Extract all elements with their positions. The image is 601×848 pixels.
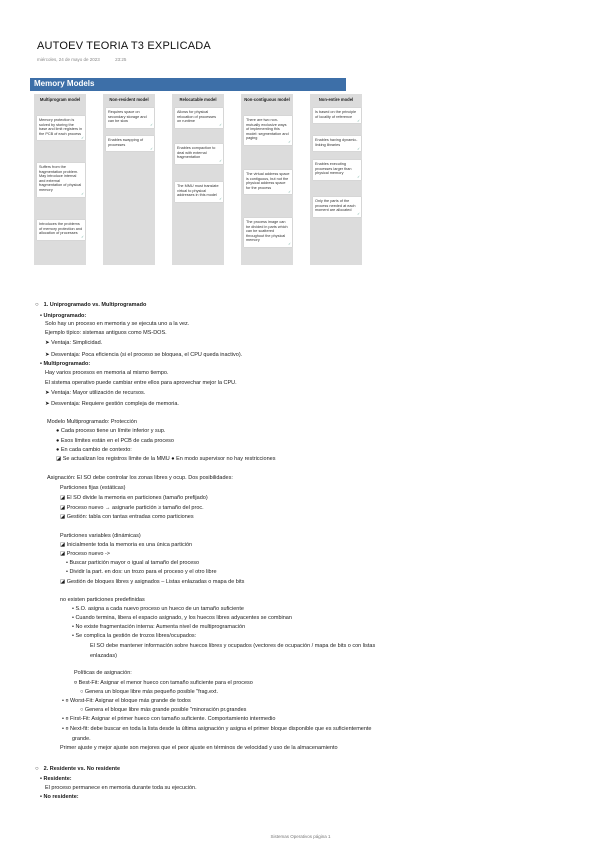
text-line: ○ Genera un bloque libre más pequeño posible "frag.ext. [80,689,218,695]
text-line: ¤ Best-Fit: Asignar el menor hueco con tamaño suficiente para el proceso [74,680,253,686]
note: The virtual address space is contiguous, but not the physical address space for the process ✓ [244,170,292,194]
text-line: • ¤ Next-fit: debe buscar en toda la lista desde la última asignación y asigna el primer bloque disponible que es suficientemente [62,726,372,732]
text-line: ● Cada proceso tiene un límite inferior y sup. [56,428,166,434]
page-date: miércoles, 24 de mayo de 2023 [37,57,100,62]
text-line: El proceso permanece en memoria durante toda su ejecución. [45,785,197,791]
memory-models-figure [30,78,358,265]
text-line: ◪ Proceso nuevo → asignarle partición ≥ tamaño del proc. [60,505,204,511]
text-line: ➤ Desventaja: Poca eficiencia (si el proceso se bloquea, el CPU queda inactivo). [45,352,243,358]
text-line: Asignación: El SO debe controlar los zonas libres y ocup. Dos posibilidades: [47,475,233,481]
text-line: ◪ Gestión: tabla con tantas entradas como particiones [60,514,194,520]
text-line: Particiones variables (dinámicas) [60,533,141,539]
text-line: Solo hay un proceso en memoria y se ejecuta uno a la vez. [45,321,190,327]
note: Enables swapping of processes ✓ [106,136,154,151]
note: Requires space on secondary storage and can be slow ✓ [106,108,154,128]
note: Enables having dynamic-linking libraries ✓ [313,136,361,151]
text-line: ◪ Inicialmente toda la memoria es una única partición [60,542,193,548]
note: Memory protection is solved by storing the base and limit registers in the PCB of each process ✓ [37,116,85,140]
column-title: Relocatable model [179,97,217,102]
note: Enables compaction to deal with external fragmentation ✓ [175,144,223,164]
note: The process image can be divided in parts which can be scattered throughout the physical memory ✓ [244,218,292,247]
section-heading: ○ 1. Uniprogramado vs. Multiprogramado [35,302,147,308]
text-line: ➤ Ventaja: Simplicidad. [45,340,103,346]
text-line: Políticas de asignación: [74,670,132,676]
column-non-contiguous [241,94,293,265]
column-title: Non-contiguous model [244,97,290,102]
text-line: • ¤ Worst-Fit: Asignar el bloque más grande de todos [62,698,191,704]
column-title: Multiprogram model [39,97,81,102]
text-line: • ¤ First-Fit: Asignar el primer hueco con tamaño suficiente. Comportamiento intermedio [62,716,276,722]
text-line: El SO debe mantener información sobre huecos libres y ocupados (vectores de ocupación / mapa de bits o con listas [90,643,376,649]
page-footer: Sistemas Operativos página 1 [270,834,331,839]
text-line: • Cuando termina, libera el espacio asignado, y los huecos libres adyacentes se combinan [72,615,292,621]
text-line: ◪ Proceso nuevo -> [60,551,110,557]
text-line: ◪ El SO divide la memoria en particiones (tamaño prefijado) [60,495,208,501]
column-title: Non-entire model [318,97,354,102]
text-line: • Se complica la gestión de trozos libres/ocupados: [72,633,197,639]
text-line: ➤ Ventaja: Mayor utilización de recursos. [45,390,146,396]
page-time: 23:25 [115,57,127,62]
note: Enables executing processes larger than physical memory ✓ [313,160,361,180]
text-line: • S.O. asigna a cada nuevo proceso un hueco de un tamaño suficiente [72,606,244,612]
page-meta [37,57,140,62]
text-line: enlazadas) [90,653,117,659]
note: Is based on the principle of locality of reference ✓ [313,108,361,123]
text-line: ● En cada cambio de contexto: [56,447,132,453]
text-line: Ejemplo típico: sistemas antiguos como MS-DOS. [45,330,167,336]
text-line: ○ Genera el bloque libre más grande posible "minoración pr.grandes [80,707,247,713]
text-line: Hay varios procesos en memoria al mismo tiempo. [45,370,169,376]
page-title: AUTOEV TEORIA T3 EXPLICADA [37,40,211,52]
text-line: no existen particiones predefinidas [60,597,145,603]
column-non-resident [103,94,155,265]
text-line: ➤ Desventaja: Requiere gestión compleja de memoria. [45,401,179,407]
text-line: • No residente: [40,794,79,800]
text-line: • Buscar partición mayor o igual al tamaño del proceso [66,560,200,566]
note: Suffers from the fragmentation problem. May introduce internal and external fragmentation of physical memory ✓ [37,163,85,197]
text-line: Particiones fijas (estáticas) [60,485,126,491]
figure-header [30,78,346,91]
column-non-entire [310,94,362,265]
column-multiprogram [34,94,86,265]
text-line: • Uniprogramado: [40,313,87,319]
note: Allows for physical relocation of processes on runtime ✓ [175,108,223,128]
text-line: • Dividir la part. en dos: un trozo para el proceso y el otro libre [66,569,217,575]
column-relocatable [172,94,224,265]
text-line: ◪ Gestión de bloques libres y asignados – Listas enlazadas o mapa de bits [60,579,245,585]
figure-title: Memory Models [34,79,95,88]
text-line: ● Esos límites están en el PCB de cada proceso [56,438,174,444]
text-line: • Residente: [40,776,72,782]
column-title: Non-resident model [109,97,149,102]
text-line: ◪ Se actualizan los registros límite de la MMU ● En modo supervisor no hay restricciones [56,456,276,462]
text-line: Modelo Multiprogramado: Protección [47,419,137,425]
text-line: Primer ajuste y mejor ajuste son mejores que el peor ajuste en términos de velocidad y uso de la almacenamiento [60,745,338,751]
text-line: grande. [72,736,91,742]
text-line: • No existe fragmentación interna: Aumenta nivel de multiprogramación [72,624,246,630]
note: Only the parts of the process needed at each moment are allocated ✓ [313,197,361,217]
text-line: • Multiprogramado: [40,361,91,367]
note: Introduces the problems of memory protection and allocation of processes ✓ [37,220,85,240]
text-line: El sistema operativo puede cambiar entre ellos para aprovechar mejor la CPU. [45,380,237,386]
note: There are two non-mutually exclusive ways of implementing this model: segmentation and paging ✓ [244,116,292,145]
note: The MMU must translate virtual to physical addresses in this model ✓ [175,182,223,202]
section-heading: ○ 2. Residente vs. No residente [35,766,121,772]
